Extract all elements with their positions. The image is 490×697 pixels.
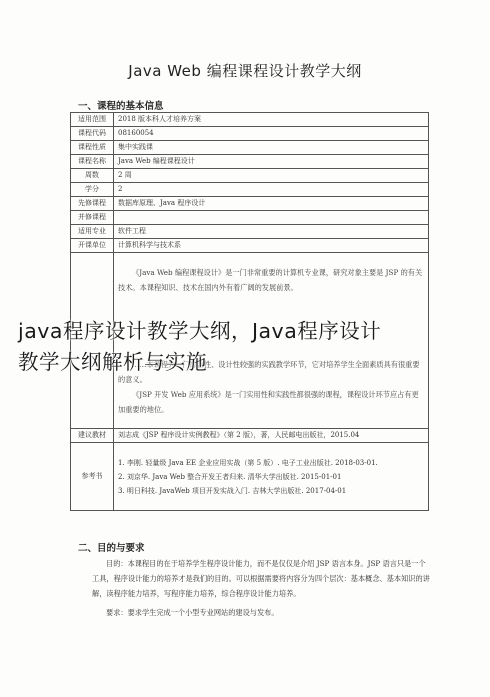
table-row-references	[71, 443, 429, 511]
row-value: 2	[114, 183, 429, 197]
row-label: 学分	[71, 183, 114, 197]
table-row	[71, 197, 429, 211]
table-row	[71, 211, 429, 225]
reference-item: 2. 刘京华. Java Web 整合开发王者归来. 清华大学出版社. 2015-01-01	[118, 472, 342, 481]
section-heading-goals: 二、目的与要求	[78, 543, 145, 554]
row-label: 开课单位	[71, 239, 114, 253]
row-label: 并修课程	[71, 211, 114, 225]
document-title: Java Web 编程课程设计教学大纲	[128, 62, 362, 80]
goals-text	[92, 556, 432, 620]
row-label: 适用专业	[71, 225, 114, 239]
table-row	[71, 183, 429, 197]
goal-paragraph: 目的：本课程目的在于培养学生程序设计能力，而不是仅仅是介绍 JSP 语言本身。JSP 语言只是一个工具，程序设计能力的培养才是我们的目的。可以根据需要将内容分为四个层次：基本概念、基本知识的讲解，读程序能力培养，写程序能力培养，综合程序设计能力培养。	[92, 559, 430, 598]
row-value: Java Web 编程课程设计	[114, 155, 429, 169]
table-row	[71, 169, 429, 183]
description-paragraph: ……本课程为一门综合性、设计性较强的实践教学环节，它对培养学生全面素质具有很重要的意义。	[118, 359, 420, 384]
table-row	[71, 155, 429, 169]
table-row	[71, 225, 429, 239]
row-value: 集中实践课	[114, 141, 429, 155]
references-label: 参考书	[71, 443, 114, 511]
row-label: 适用范围	[71, 113, 114, 127]
table-row	[71, 239, 429, 253]
table-row-textbook	[71, 429, 429, 443]
row-label: 课程代码	[71, 127, 114, 141]
row-value: 08160054	[114, 127, 429, 141]
overlay-caption-line: 教学大纲解析与实施	[18, 350, 207, 374]
row-label: 课程名称	[71, 155, 114, 169]
reference-item: 3. 明日科技. JavaWeb 项目开发实战入门. 吉林大学出版社. 2017-04-01	[118, 486, 347, 495]
row-label: 课程性质	[71, 141, 114, 155]
requirement-paragraph: 要求：要求学生完成一个小型专业网站的建设与发布。	[106, 608, 279, 617]
table-row	[71, 113, 429, 127]
row-value: 2018 版本科人才培养方案	[114, 113, 429, 127]
row-value: 软件工程	[114, 225, 429, 239]
table-row	[71, 127, 429, 141]
row-value: 计算机科学与技术系	[114, 239, 429, 253]
row-label: 先修课程	[71, 197, 114, 211]
textbook-label: 建议教材	[71, 429, 114, 443]
table-row	[71, 141, 429, 155]
overlay-caption	[18, 316, 381, 378]
references-list	[114, 443, 429, 511]
row-value	[114, 211, 429, 225]
row-value: 2 周	[114, 169, 429, 183]
description-paragraph: 《Java Web 编程课程设计》是一门非常重要的计算机专业课，研究对象主要是 JSP 的有关技术。本课程知识、技术在国内外有着广阔的发展前景。	[118, 267, 423, 292]
row-label: 周数	[71, 169, 114, 183]
row-value: 数据库原理、Java 程序设计	[114, 197, 429, 211]
overlay-caption-line: java程序设计教学大纲，Java程序设计	[18, 319, 382, 343]
textbook-value: 刘志成《JSP 程序设计实例教程》（第 2 版），著，人民邮电出版社，2015.04	[114, 429, 429, 443]
reference-item: 1. 李刚. 轻量级 Java EE 企业应用实战（第 5 版）. 电子工业出版社. 2018-03-01.	[118, 458, 378, 467]
section-heading-basic-info: 一、课程的基本信息	[78, 101, 164, 112]
course-info-table	[70, 112, 429, 511]
description-paragraph: 《JSP 开发 Web 应用系统》是一门实用性和实践性都很强的课程，课程设计环节应占有更加重要的地位。	[118, 389, 419, 414]
